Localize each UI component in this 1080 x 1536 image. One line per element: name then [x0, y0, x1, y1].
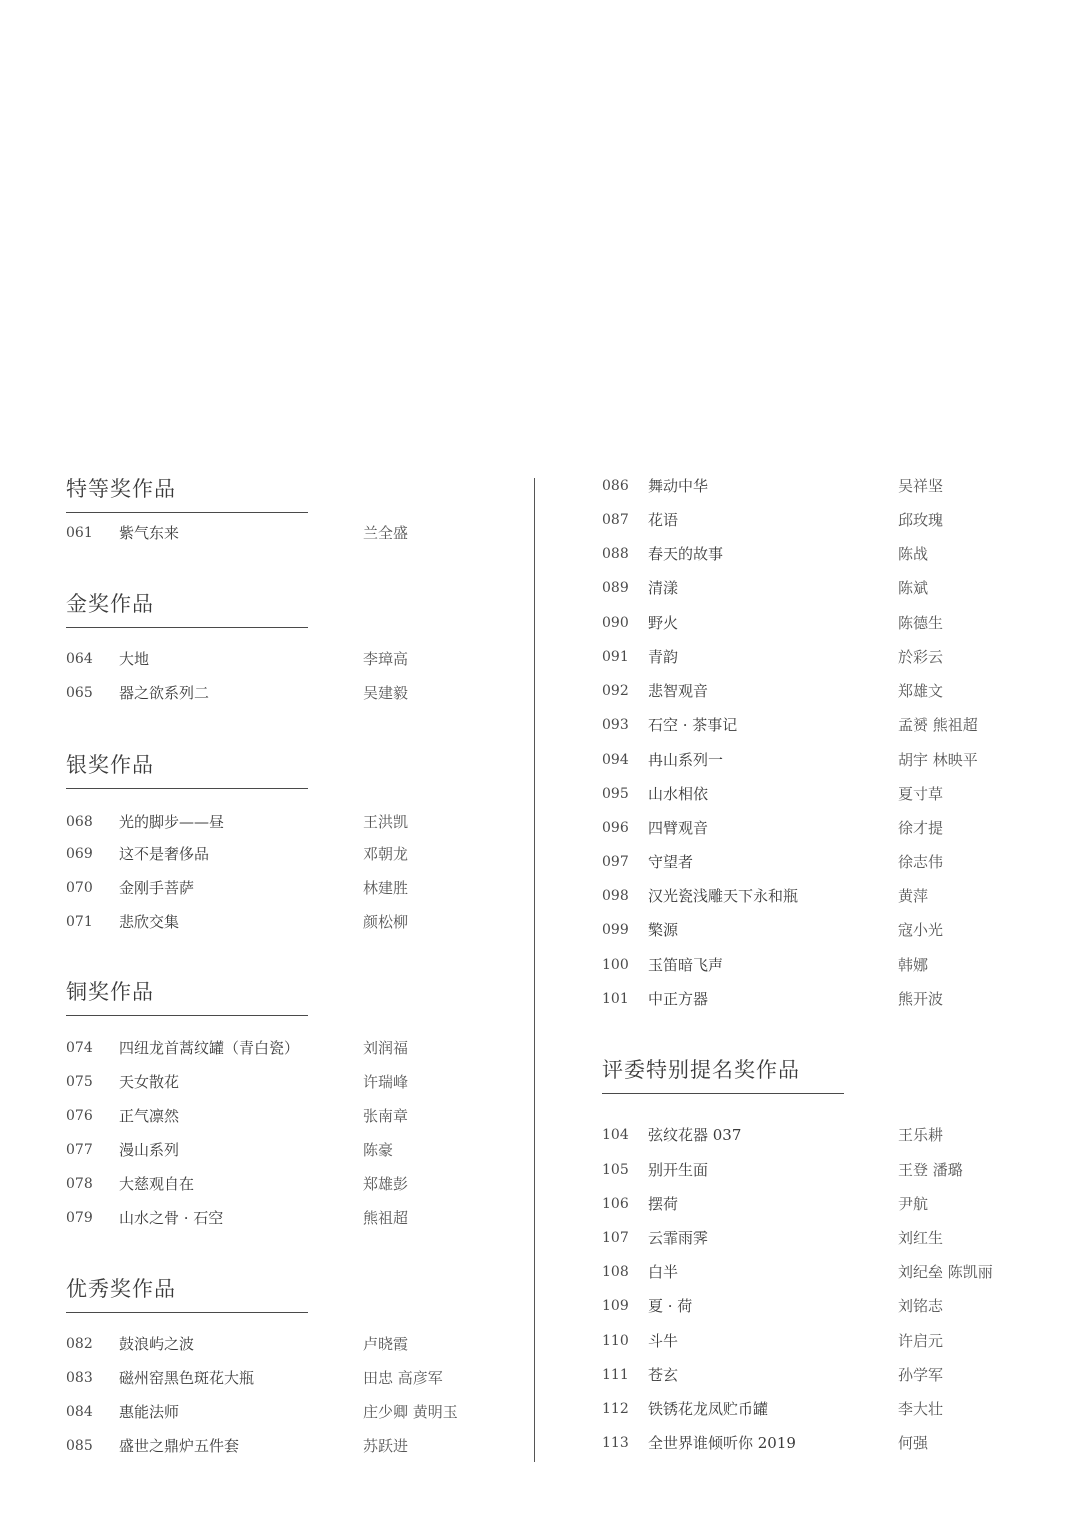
entry-number: 109	[602, 1298, 629, 1314]
entry-title: 檠源	[648, 921, 679, 939]
entry-title: 斗牛	[648, 1332, 679, 1350]
entry-number: 090	[602, 615, 629, 631]
entry-number: 104	[602, 1127, 629, 1143]
entry-author: 王登 潘璐	[898, 1161, 963, 1179]
entry-title: 悲欣交集	[119, 913, 180, 931]
entry-number: 095	[602, 786, 629, 802]
entry-title: 悲智观音	[648, 682, 709, 700]
entry-number: 068	[66, 814, 93, 830]
entry-author: 郑雄文	[898, 682, 944, 700]
entry-title: 白半	[648, 1263, 679, 1281]
column-divider	[534, 478, 535, 1462]
entry-author: 苏跃进	[363, 1437, 409, 1455]
section-title: 特等奖作品	[66, 477, 176, 501]
entry-number: 100	[602, 957, 629, 973]
entry-number: 075	[66, 1074, 93, 1090]
entry-number: 111	[602, 1367, 629, 1383]
entry-number: 097	[602, 854, 629, 870]
entry-author: 兰全盛	[363, 524, 409, 542]
entry-number: 107	[602, 1230, 629, 1246]
section-rule	[66, 1312, 308, 1313]
entry-author: 刘润福	[363, 1039, 409, 1057]
section-title: 铜奖作品	[66, 980, 154, 1004]
entry-author: 尹航	[898, 1195, 929, 1213]
entry-title: 云霏雨霁	[648, 1229, 709, 1247]
entry-number: 061	[66, 525, 93, 541]
entry-number: 099	[602, 922, 629, 938]
entry-number: 110	[602, 1333, 629, 1349]
entry-title: 守望者	[648, 853, 694, 871]
entry-author: 颜松柳	[363, 913, 409, 931]
entry-number: 064	[66, 651, 93, 667]
entry-title: 山水相依	[648, 785, 709, 803]
entry-number: 083	[66, 1370, 93, 1386]
section-rule	[66, 627, 308, 628]
entry-title: 光的脚步——昼	[119, 813, 225, 831]
section-jury-nomination	[602, 1055, 1042, 1094]
section-rule	[66, 512, 308, 513]
entry-title: 别开生面	[648, 1161, 709, 1179]
section-rule	[602, 1093, 844, 1094]
entry-author: 於彩云	[898, 648, 944, 666]
section-title: 银奖作品	[66, 753, 154, 777]
entry-number: 085	[66, 1438, 93, 1454]
entry-number: 082	[66, 1336, 93, 1352]
entry-author: 胡宇 林映平	[898, 751, 978, 769]
section-excellence	[66, 1274, 506, 1313]
entry-number: 074	[66, 1040, 93, 1056]
entry-author: 孟赟 熊祖超	[898, 716, 978, 734]
entry-author: 韩娜	[898, 956, 929, 974]
entry-title: 鼓浪屿之波	[119, 1335, 195, 1353]
entry-author: 熊开波	[898, 990, 944, 1008]
section-grand-prize	[66, 474, 506, 513]
entry-author: 林建胜	[363, 879, 409, 897]
entry-number: 098	[602, 888, 629, 904]
entry-title: 金刚手菩萨	[119, 879, 195, 897]
entry-number: 092	[602, 683, 629, 699]
section-bronze	[66, 977, 506, 1016]
entry-author: 刘红生	[898, 1229, 944, 1247]
entry-number: 077	[66, 1142, 93, 1158]
entry-author: 邓朝龙	[363, 845, 409, 863]
entry-number: 093	[602, 717, 629, 733]
entry-author: 吴建毅	[363, 684, 409, 702]
entry-title: 汉光瓷浅雕天下永和瓶	[648, 887, 799, 905]
section-title: 金奖作品	[66, 592, 154, 616]
entry-author: 王洪凯	[363, 813, 409, 831]
entry-number: 076	[66, 1108, 93, 1124]
entry-title: 中正方器	[648, 990, 709, 1008]
entry-title: 磁州窑黑色斑花大瓶	[119, 1369, 255, 1387]
entry-title: 摆荷	[648, 1195, 679, 1213]
entry-title: 器之欲系列二	[119, 684, 210, 702]
entry-number: 071	[66, 914, 93, 930]
entry-title: 大慈观自在	[119, 1175, 195, 1193]
entry-author: 孙学军	[898, 1366, 944, 1384]
entry-title: 四纽龙首蒿纹罐（青白瓷）	[119, 1039, 300, 1057]
section-silver	[66, 750, 506, 789]
entry-author: 吴祥坚	[898, 477, 944, 495]
entry-title: 清漾	[648, 579, 679, 597]
entry-author: 寇小光	[898, 921, 944, 939]
entry-title: 铁锈花龙凤贮币罐	[648, 1400, 769, 1418]
entry-title: 山水之骨 · 石空	[119, 1209, 224, 1227]
entry-title: 四臂观音	[648, 819, 709, 837]
entry-number: 070	[66, 880, 93, 896]
entry-author: 卢晓霞	[363, 1335, 409, 1353]
entry-number: 106	[602, 1196, 629, 1212]
entry-number: 069	[66, 846, 93, 862]
entry-number: 105	[602, 1162, 629, 1178]
entry-number: 108	[602, 1264, 629, 1280]
entry-number: 065	[66, 685, 93, 701]
entry-title: 石空 · 茶事记	[648, 716, 738, 734]
entry-title: 苍玄	[648, 1366, 679, 1384]
entry-title: 玉笛暗飞声	[648, 956, 724, 974]
entry-number: 079	[66, 1210, 93, 1226]
entry-author: 张南章	[363, 1107, 409, 1125]
section-gold	[66, 589, 506, 628]
entry-author: 庄少卿 黄明玉	[363, 1403, 458, 1421]
entry-number: 113	[602, 1435, 629, 1451]
entry-title: 全世界谁倾听你 2019	[648, 1434, 796, 1452]
section-title: 优秀奖作品	[66, 1277, 176, 1301]
entry-author: 刘纪垒 陈凯丽	[898, 1263, 993, 1281]
section-rule	[66, 788, 308, 789]
entry-author: 李大壮	[898, 1400, 944, 1418]
section-rule	[66, 1015, 308, 1016]
entry-number: 094	[602, 752, 629, 768]
entry-number: 096	[602, 820, 629, 836]
entry-author: 熊祖超	[363, 1209, 409, 1227]
entry-author: 田忠 高彦军	[363, 1369, 443, 1387]
entry-number: 101	[602, 991, 629, 1007]
entry-title: 夏 · 荷	[648, 1297, 693, 1315]
entry-title: 这不是奢侈品	[119, 845, 210, 863]
entry-author: 陈德生	[898, 614, 944, 632]
entry-title: 冉山系列一	[648, 751, 724, 769]
entry-author: 李璋高	[363, 650, 409, 668]
entry-author: 徐才提	[898, 819, 944, 837]
entry-author: 刘铭志	[898, 1297, 944, 1315]
entry-number: 086	[602, 478, 629, 494]
entry-author: 何强	[898, 1434, 929, 1452]
entry-title: 野火	[648, 614, 679, 632]
entry-author: 陈斌	[898, 579, 929, 597]
section-title: 评委特别提名奖作品	[602, 1058, 800, 1082]
entry-author: 邱玫瑰	[898, 511, 944, 529]
entry-author: 许启元	[898, 1332, 944, 1350]
entry-number: 087	[602, 512, 629, 528]
entry-title: 弦纹花器 037	[648, 1126, 742, 1144]
entry-title: 大地	[119, 650, 150, 668]
entry-title: 花语	[648, 511, 679, 529]
entry-title: 春天的故事	[648, 545, 724, 563]
entry-author: 徐志伟	[898, 853, 944, 871]
entry-title: 天女散花	[119, 1073, 180, 1091]
entry-author: 陈豪	[363, 1141, 394, 1159]
entry-number: 078	[66, 1176, 93, 1192]
entry-author: 王乐耕	[898, 1126, 944, 1144]
entry-number: 088	[602, 546, 629, 562]
entry-title: 盛世之鼎炉五件套	[119, 1437, 240, 1455]
entry-title: 青韵	[648, 648, 679, 666]
entry-title: 惠能法师	[119, 1403, 180, 1421]
entry-author: 郑雄彭	[363, 1175, 409, 1193]
entry-number: 089	[602, 580, 629, 596]
entry-number: 091	[602, 649, 629, 665]
entry-title: 舞动中华	[648, 477, 709, 495]
entry-title: 漫山系列	[119, 1141, 180, 1159]
entry-title: 正气凛然	[119, 1107, 180, 1125]
entry-author: 黄萍	[898, 887, 929, 905]
entry-author: 陈战	[898, 545, 929, 563]
entry-title: 紫气东来	[119, 524, 180, 542]
entry-number: 112	[602, 1401, 629, 1417]
entry-number: 084	[66, 1404, 93, 1420]
entry-author: 许瑞峰	[363, 1073, 409, 1091]
entry-author: 夏寸草	[898, 785, 944, 803]
